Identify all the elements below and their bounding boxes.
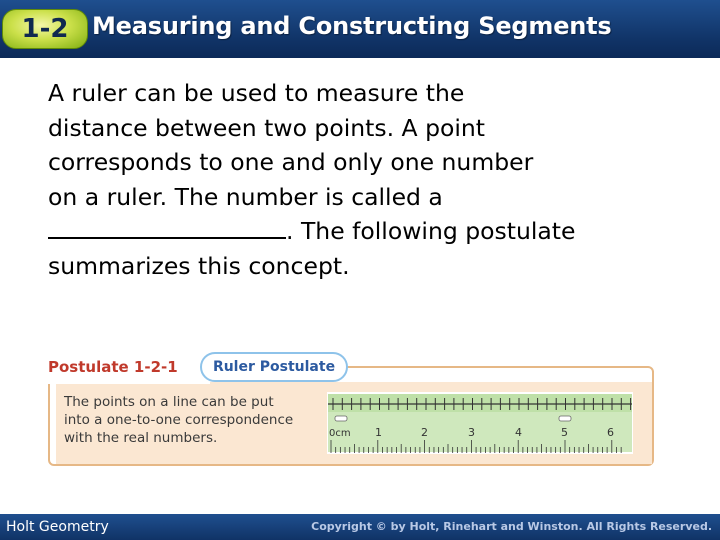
postulate-line: The points on a line can be put [64,394,274,410]
slide-header [0,0,720,58]
fill-in-blank [48,215,286,239]
postulate-box [44,352,654,467]
postulate-name: Ruler Postulate [212,359,336,375]
ruler-top-band [328,394,632,412]
ruler-number: 1 [375,426,382,439]
ruler-number: 6 [607,426,614,439]
ruler-number: 4 [515,426,522,439]
body-line-text: . The following postulate [286,217,576,245]
postulate-statement [64,393,314,447]
body-line-with-blank [48,214,688,249]
postulate-label: Postulate 1-2-1 [48,358,178,376]
lesson-number: 1-2 [21,14,69,44]
ruler-zero-label: 0cm [329,428,351,439]
ruler-body [328,412,632,452]
footer-course: Holt Geometry [6,519,109,535]
ruler-svg [327,392,633,454]
body-line: on a ruler. The number is called a [48,182,443,211]
body-line: summarizes this concept. [48,251,350,280]
body-line: distance between two points. A point [48,113,486,142]
body-line: corresponds to one and only one number [48,148,534,176]
footer-copyright: Copyright © by Holt, Rinehart and Winston. All Rights Reserved. [311,520,712,533]
body-paragraph [48,76,688,283]
body-line: A ruler can be used to measure the [48,79,465,107]
ruler-marker-right [559,416,571,421]
postulate-label-tab [44,354,210,384]
postulate-line: with the real numbers. [64,430,218,446]
ruler-number: 5 [561,426,568,439]
ruler-illustration [327,392,633,458]
ruler-marker-left [335,416,347,421]
postulate-line: into a one-to-one correspondence [64,412,294,428]
ruler-number: 2 [421,426,428,439]
ruler-number: 3 [468,426,475,439]
postulate-name-pill [200,352,348,382]
lesson-badge [2,9,88,49]
slide-footer [0,514,720,540]
slide-title: Measuring and Constructing Segments [92,12,612,40]
